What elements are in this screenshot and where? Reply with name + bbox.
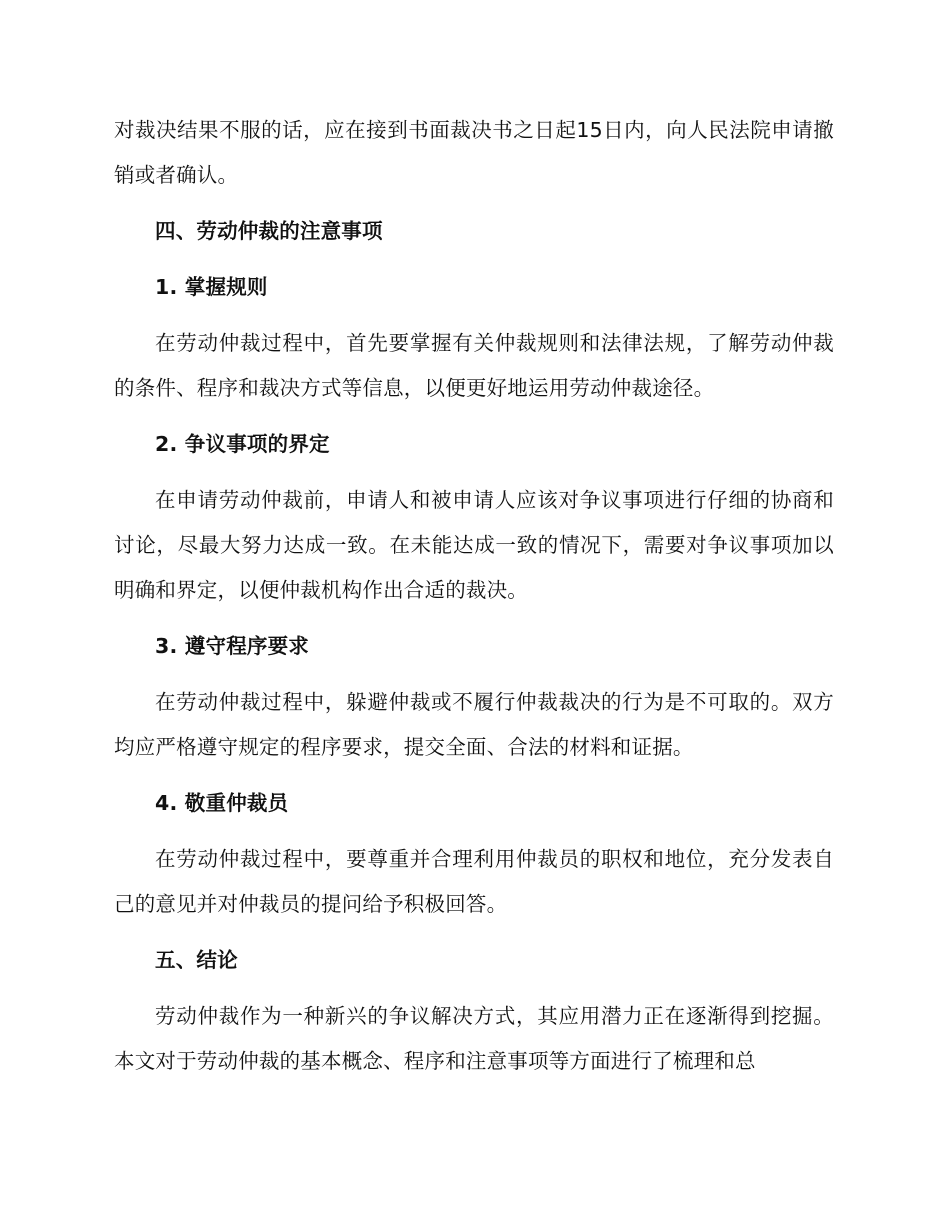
paragraph-master-rules: 在劳动仲裁过程中，首先要掌握有关仲裁规则和法律法规，了解劳动仲裁的条件、程序和裁决方式等信息，以便更好地运用劳动仲裁途径。 [114,331,834,400]
paragraph-follow-procedure: 在劳动仲裁过程中，躲避仲裁或不履行仲裁裁决的行为是不可取的。双方均应严格遵守规定的程序要求，提交全面、合法的材料和证据。 [114,690,834,759]
subheading-respect-arbitrator: 4. 敬重仲裁员 [155,791,289,815]
subheading-master-rules: 1. 掌握规则 [155,275,268,299]
paragraph-conclusion: 劳动仲裁作为一种新兴的争议解决方式，其应用潜力正在逐渐得到挖掘。本文对于劳动仲裁的基本概念、程序和注意事项等方面进行了梳理和总 [114,1004,834,1073]
paragraph-dispute-definition: 在申请劳动仲裁前，申请人和被申请人应该对争议事项进行仔细的协商和讨论，尽最大努力达成一致。在未能达成一致的情况下，需要对争议事项加以明确和界定，以便仲裁机构作出合适的裁决。 [114,488,834,602]
document-page [114,108,834,1084]
section-heading-notes: 四、劳动仲裁的注意事项 [155,219,383,243]
subheading-dispute-definition: 2. 争议事项的界定 [155,432,330,456]
paragraph-appeal-deadline: 对裁决结果不服的话，应在接到书面裁决书之日起15日内，向人民法院申请撤销或者确认。 [114,118,834,187]
subheading-follow-procedure: 3. 遵守程序要求 [155,634,309,658]
section-heading-conclusion: 五、结论 [155,948,238,972]
paragraph-respect-arbitrator: 在劳动仲裁过程中，要尊重并合理利用仲裁员的职权和地位，充分发表自己的意见并对仲裁员的提问给予积极回答。 [114,847,834,916]
